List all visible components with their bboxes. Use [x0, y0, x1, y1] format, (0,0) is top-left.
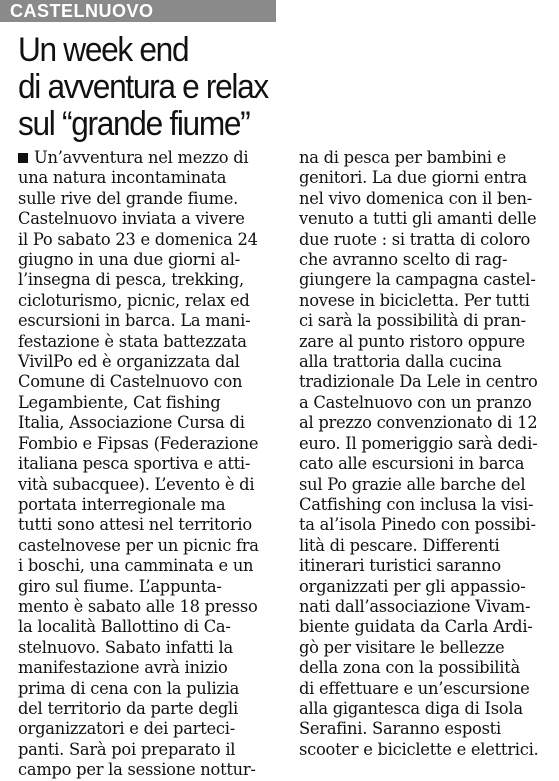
text-line — [18, 577, 280, 597]
text-line-content: nel vivo domenica con il ben- — [299, 188, 533, 208]
text-line — [299, 536, 555, 556]
section-kicker — [0, 0, 276, 22]
text-line-content: cato alle escursioni in barca — [299, 454, 525, 474]
text-line-content: gò per visitare le bellezze — [299, 637, 505, 657]
text-line-content: sulle rive del grande fiume. — [18, 188, 239, 208]
text-line-content: organizzatori e dei parteci- — [18, 719, 235, 739]
text-line-content: due ruote : si tratta di coloro — [299, 229, 531, 249]
text-line-content: vità subacquee). L’evento è di — [18, 474, 255, 494]
text-line — [18, 168, 280, 188]
text-line-content: Italia, Associazione Cursa di — [18, 413, 245, 433]
text-line-content: della zona con la possibilità — [299, 658, 520, 678]
text-line — [18, 556, 280, 576]
text-line-content: Legambiente, Cat fishing — [18, 392, 221, 412]
text-line-content: che avranno scelto di rag- — [299, 250, 508, 270]
article-headline — [18, 32, 511, 143]
text-line — [299, 658, 555, 678]
text-line — [18, 413, 280, 433]
text-line — [18, 679, 280, 699]
text-line — [18, 230, 280, 250]
text-line — [18, 291, 280, 311]
text-line-content: di effettuare e un’escursione — [299, 678, 530, 698]
text-line — [299, 617, 555, 637]
text-line — [299, 699, 555, 719]
headline-line: sul “grande fiume” — [18, 105, 250, 143]
text-line-content: escursioni in barca. La mani- — [18, 311, 251, 331]
text-line-content: venuto a tutti gli amanti delle — [299, 209, 537, 229]
text-line — [18, 434, 280, 454]
text-line-content: scooter e biciclette e elettrici. — [299, 739, 539, 759]
text-line — [299, 230, 555, 250]
section-kicker-label: CASTELNUOVO — [10, 1, 154, 21]
text-line — [299, 270, 555, 290]
text-line-content: i boschi, una camminata e un — [18, 556, 254, 576]
text-line — [18, 760, 280, 780]
text-line-content: alla gigantesca diga di Isola — [299, 698, 523, 718]
text-line-content: ta al’isola Pinedo con possibi- — [299, 515, 536, 535]
text-line-content: italiana pesca sportiva e atti- — [18, 454, 251, 474]
text-line — [299, 475, 555, 495]
article-column-left — [18, 148, 280, 781]
text-line-content: alla trattoria dalla cucina — [299, 352, 502, 372]
text-line — [18, 597, 280, 617]
text-line — [299, 291, 555, 311]
text-line-content: festazione è stata battezzata — [18, 331, 247, 351]
text-line-content: al prezzo convenzionato di 12 — [299, 413, 538, 433]
text-line-content: giungere la campagna castel- — [299, 270, 536, 290]
text-line — [18, 719, 280, 739]
text-line — [299, 434, 555, 454]
text-line — [18, 270, 280, 290]
text-line-content: genitori. La due giorni entra — [299, 168, 527, 188]
text-line-content: la località Ballottino di Ca- — [18, 617, 231, 637]
text-line-content: novese in bicicletta. Per tutti — [299, 290, 530, 310]
text-line — [299, 597, 555, 617]
text-line — [299, 148, 555, 168]
text-line-content: Castelnuovo inviata a vivere — [18, 209, 245, 229]
text-line — [299, 495, 555, 515]
text-line-content: stelnuovo. Sabato infatti la — [18, 637, 233, 657]
text-line-content: ci sarà la possibilità di pran- — [299, 311, 526, 331]
text-line — [18, 740, 280, 760]
text-line-content: Comune di Castelnuovo con — [18, 372, 243, 392]
text-line-content: lità di pescare. Differenti — [299, 535, 500, 555]
text-line-content: biente guidata da Carla Ardi- — [299, 617, 533, 637]
text-line-content: Catfishing con inclusa la visi- — [299, 494, 534, 514]
paragraph-bullet-icon — [18, 153, 28, 163]
text-line — [299, 168, 555, 188]
text-line-content: del territorio da parte degli — [18, 698, 238, 718]
text-line — [299, 311, 555, 331]
text-line-content: zare al punto ristoro oppure — [299, 331, 525, 351]
text-line — [18, 372, 280, 392]
text-line — [299, 719, 555, 739]
text-line — [18, 148, 280, 168]
text-line-content: manifestazione avrà inizio — [18, 658, 228, 678]
text-line — [299, 556, 555, 576]
headline-line: Un week end — [18, 31, 189, 69]
text-line-content: tutti sono attesi nel territorio — [18, 515, 252, 535]
text-line-content: a Castelnuovo con un pranzo — [299, 392, 532, 412]
text-line-content: cicloturismo, picnic, relax ed — [18, 290, 250, 310]
text-line — [18, 699, 280, 719]
text-line — [299, 413, 555, 433]
text-line — [299, 393, 555, 413]
text-line-content: nati dall’associazione Vivam- — [299, 596, 531, 616]
text-line-content: l’insegna di pesca, trekking, — [18, 270, 244, 290]
text-line-content: prima di cena con la pulizia — [18, 678, 240, 698]
text-line — [18, 189, 280, 209]
text-line-content: VivilPo ed è organizzata dal — [18, 352, 240, 372]
text-line — [299, 250, 555, 270]
text-line-content: castelnovese per un picnic fra — [18, 535, 259, 555]
text-line — [299, 372, 555, 392]
text-line — [299, 740, 555, 760]
text-line — [18, 475, 280, 495]
text-line-content: na di pesca per bambini e — [299, 148, 507, 167]
text-line-content: euro. Il pomeriggio sarà dedi- — [299, 433, 538, 453]
text-line-content: itinerari turistici saranno — [299, 556, 501, 576]
text-line-content: giro sul fiume. L’appunta- — [18, 576, 222, 596]
text-line — [299, 515, 555, 535]
text-line-content: Un’avventura nel mezzo di — [34, 148, 249, 167]
text-line — [18, 617, 280, 637]
text-line — [18, 352, 280, 372]
article-column-right — [299, 148, 555, 760]
text-line-content: organizzati per gli appassio- — [299, 576, 526, 596]
text-line — [18, 495, 280, 515]
text-line-content: il Po sabato 23 e domenica 24 — [18, 229, 258, 249]
text-line — [299, 189, 555, 209]
text-line-content: campo per la sessione nottur- — [18, 760, 256, 780]
text-line-content: tradizionale Da Lele in centro — [299, 372, 538, 392]
text-line-content: Fombio e Fipsas (Federazione — [18, 433, 259, 453]
text-line-content: mento è sabato alle 18 presso — [18, 596, 258, 616]
text-line — [299, 679, 555, 699]
text-line-content: sul Po grazie alle barche del — [299, 474, 526, 494]
text-line — [299, 209, 555, 229]
text-line — [299, 577, 555, 597]
text-line — [18, 454, 280, 474]
text-line — [18, 393, 280, 413]
text-line — [18, 250, 280, 270]
text-line — [299, 352, 555, 372]
text-line — [299, 638, 555, 658]
text-line — [18, 536, 280, 556]
text-line — [18, 311, 280, 331]
text-line — [18, 658, 280, 678]
text-line — [18, 515, 280, 535]
text-line-content: Serafini. Saranno esposti — [299, 719, 501, 739]
text-line — [18, 209, 280, 229]
headline-line: di avventura e relax — [18, 68, 268, 106]
text-line-content: portata interregionale ma — [18, 494, 226, 514]
text-line-content: una natura incontaminata — [18, 168, 227, 188]
text-line — [18, 638, 280, 658]
text-line — [18, 332, 280, 352]
text-line — [299, 332, 555, 352]
text-line — [299, 454, 555, 474]
text-line-content: giugno in una due giorni al- — [18, 250, 240, 270]
text-line-content: panti. Sarà poi preparato il — [18, 739, 236, 759]
